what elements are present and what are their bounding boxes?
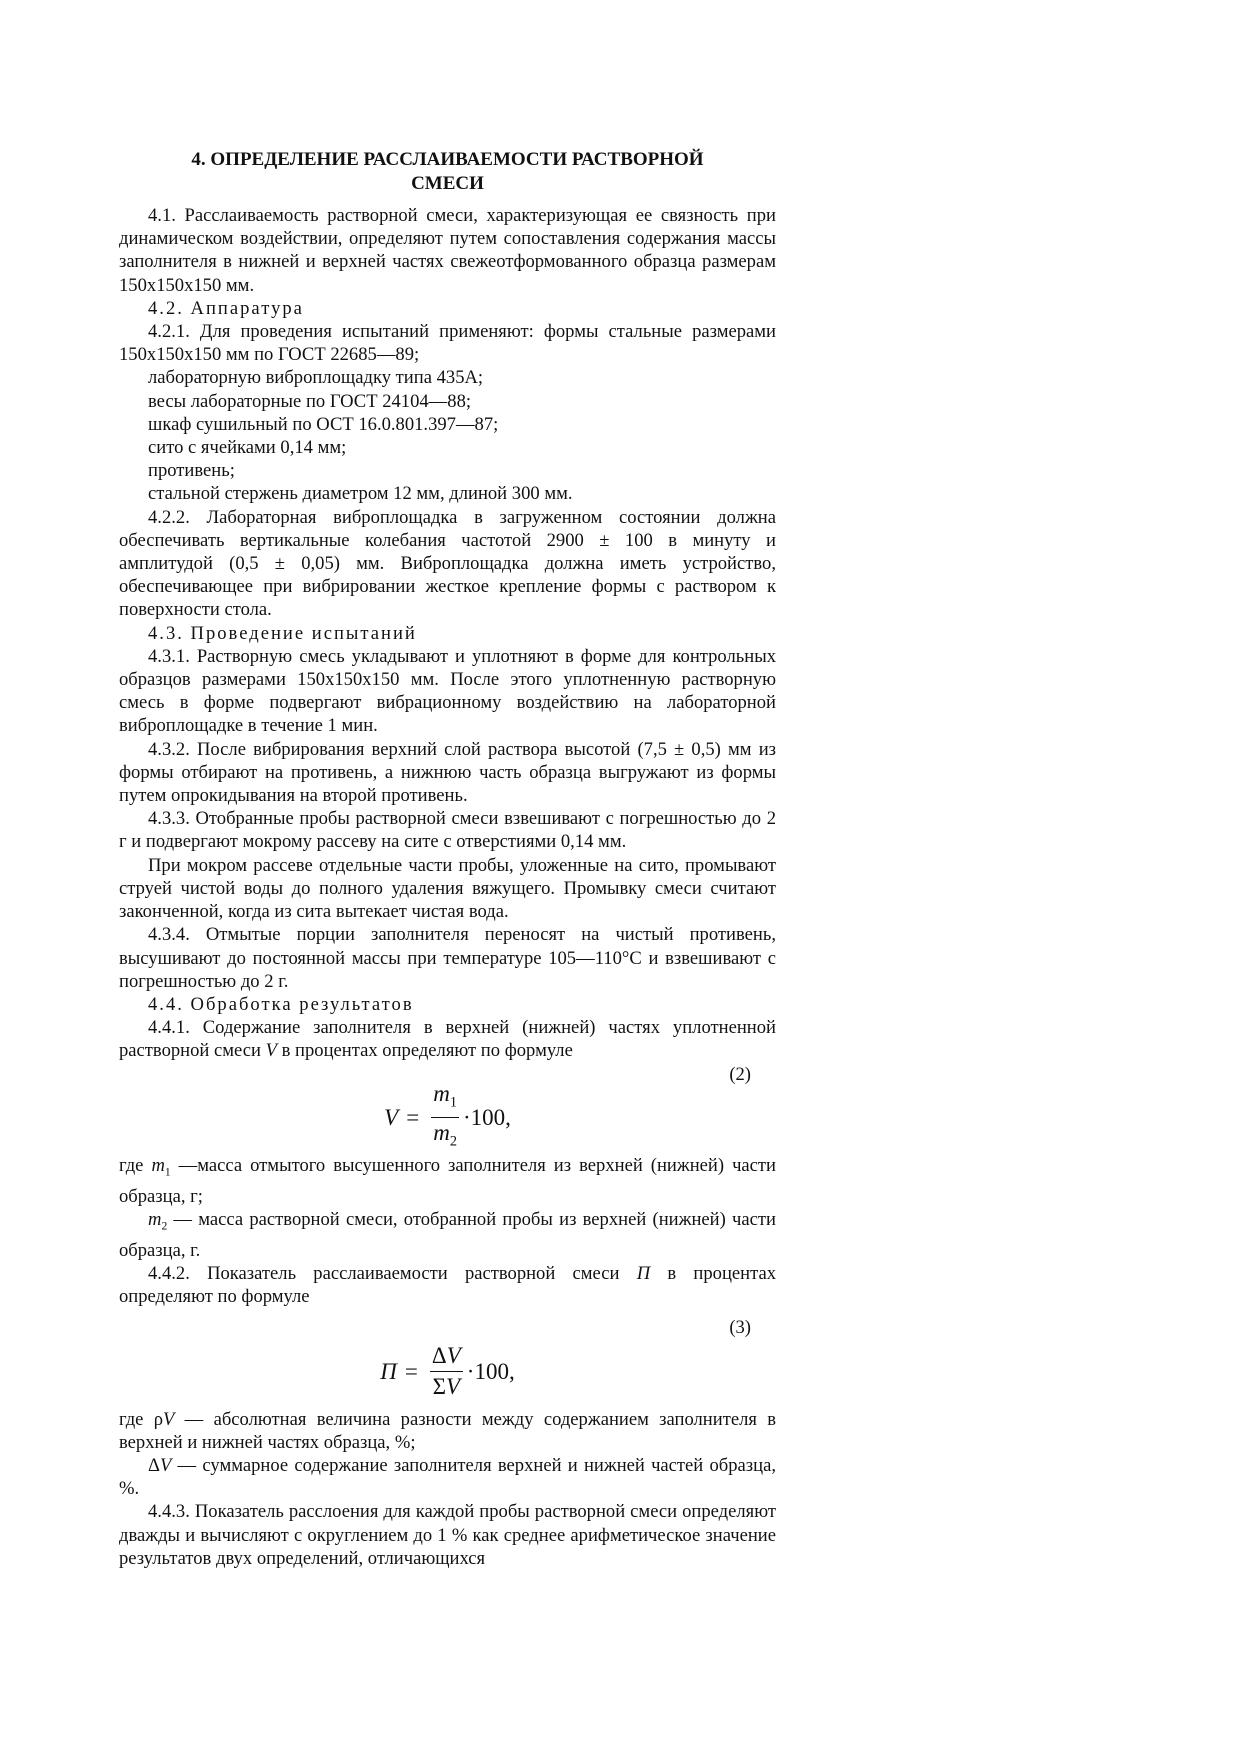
subscript: 2 [161, 1220, 168, 1233]
text-run: — абсолютная величина разности между содержанием заполнителя в верхней и нижней частях образца, %; [119, 1408, 776, 1453]
text-run: 4.4.1. Содержание заполнителя в верхней (нижней) частях уплотненной растворной смеси [119, 1017, 776, 1062]
where-m2 [119, 1208, 776, 1262]
multiply-sign: · [466, 1358, 475, 1384]
equation-number-3: (3) [729, 1317, 751, 1339]
subscript: 2 [449, 1133, 457, 1150]
variable: V [159, 1454, 172, 1476]
text-run: в процентах определяют по формуле [276, 1040, 573, 1062]
apparatus-item: сито с ячейками 0,14 мм; [148, 437, 347, 459]
paragraph-4-3-4: 4.3.4. Отмытые порции заполнителя переносят на чистый противень, высушивают до постоянной массы при температуре 105—110°С и взвешивают с погрешностью до 2 г. [119, 924, 776, 992]
text-run: — суммарное содержание заполнителя верхней и нижней частей образца, %. [119, 1454, 776, 1500]
equals-sign: = [406, 1105, 420, 1131]
variable: m [433, 1080, 450, 1106]
formula-lhs: П [380, 1358, 397, 1384]
multiply-sign: · [462, 1105, 471, 1131]
apparatus-item: весы лабораторные по ГОСТ 24104—88; [148, 390, 472, 412]
section-title [119, 148, 776, 196]
formula-2 [119, 1080, 776, 1150]
text-run: —масса отмытого высушенного заполнителя из верхней (нижней) части образца, г; [119, 1154, 777, 1207]
page-content [119, 148, 776, 1570]
subheading-4-3: 4.3. Проведение испытаний [148, 622, 417, 644]
paragraph-4-4-1 [119, 1016, 776, 1062]
paragraph-4-4-3: 4.4.3. Показатель расслоения для каждой пробы растворной смеси определяют дважды и вычисляют с округлением до 1 % как среднее арифметическое значение результатов двух определений, отличающихся [119, 1501, 776, 1569]
subheading-4-4: 4.4. Обработка результатов [148, 993, 414, 1015]
apparatus-item: стальной стержень диаметром 12 мм, длиной 300 мм. [148, 483, 573, 505]
subscript: 1 [449, 1094, 457, 1111]
text-run: Δ [148, 1454, 160, 1476]
apparatus-item: лабораторную виброплощадку типа 435А; [148, 367, 484, 389]
fraction [431, 1081, 459, 1155]
fraction [430, 1343, 463, 1400]
equals-sign: = [404, 1358, 418, 1384]
text-run: — масса растворной смеси, отобранной пробы из верхней (нижней) части образца, г. [119, 1208, 776, 1261]
subscript: 1 [164, 1166, 171, 1179]
paragraph-4-3-2: 4.3.2. После вибрирования верхний слой раствора высотой (7,5 ± 0,5) мм из формы отбирают на противень, а нижнюю часть образца выгружают из формы путем опрокидывания на второй противень. [119, 738, 776, 807]
fraction-numerator [431, 1081, 459, 1119]
section-title-line1: 4. ОПРЕДЕЛЕНИЕ РАССЛАИВАЕМОСТИ РАСТВОРНОЙ [191, 149, 704, 170]
paragraph-wet-sieving: При мокром рассеве отдельные части пробы, уложенные на сито, промывают струей чистой воды до полного удаления вяжущего. Промывку смеси считают законченной, когда из сита вытекает чистая вода. [119, 854, 776, 923]
subheading-4-2: 4.2. Аппаратура [148, 297, 304, 319]
where-delta-v [119, 1408, 776, 1454]
variable: V [163, 1408, 175, 1430]
apparatus-item: шкаф сушильный по ОСТ 16.0.801.397—87; [148, 413, 499, 435]
text-run: где ρ [119, 1408, 163, 1430]
section-title-line2: СМЕСИ [411, 173, 484, 194]
variable: V [446, 1374, 461, 1400]
paragraph-4-1: 4.1. Расслаиваемость растворной смеси, характеризующая ее связность при динамическом воздействии, определяют путем сопоставления содержания массы заполнителя в нижней и верхней частях свежеотформованного образца размерам 150x150x150 мм. [119, 205, 776, 296]
text-run: 4.4.2. Показатель расслаиваемости растворной смеси [148, 1262, 637, 1284]
paragraph-4-2-2: 4.2.2. Лабораторная виброплощадка в загруженном состоянии должна обеспечивать вертикальные колебания частотой 2900 ± 100 в минуту и амплитудой (0,5 ± 0,05) мм. Виброплощадка должна иметь устройство, обеспечивающее при вибрировании жесткое крепление формы с раствором к поверхности стола. [119, 506, 776, 621]
variable: V [265, 1040, 277, 1062]
variable: m [148, 1208, 162, 1230]
where-m1 [119, 1154, 776, 1208]
apparatus-item: противень; [148, 460, 235, 482]
paragraph-4-3-1: 4.3.1. Растворную смесь укладывают и уплотняют в форме для контрольных образцов размерами 150x150x150 мм. После этого уплотненную растворную смесь в форме подвергают вибрационному воздействию на лабораторной виброплощадке в течение 1 мин. [119, 645, 776, 737]
formula-lhs: V [384, 1105, 399, 1131]
text-run: где [119, 1154, 152, 1176]
text-run: в процентах определяют по формуле [119, 1262, 776, 1308]
fraction-numerator [430, 1343, 463, 1372]
delta-symbol: Δ [431, 1343, 447, 1369]
paragraph-4-3-3: 4.3.3. Отобранные пробы растворной смеси взвешивают с погрешностью до 2 г и подвергают мокрому рассеву на сите с отверстиями 0,14 мм. [119, 808, 776, 853]
variable: П [636, 1262, 651, 1284]
paragraph-4-2-1: 4.2.1. Для проведения испытаний применяют: формы стальные размерами 150x150x150 мм по ГОСТ 22685—89; [119, 321, 776, 366]
variable: V [446, 1343, 461, 1369]
fraction-denominator [431, 1372, 462, 1400]
variable: m [151, 1154, 165, 1176]
sigma-symbol: Σ [432, 1374, 446, 1400]
equation-number-2: (2) [729, 1063, 751, 1085]
where-sum-v [119, 1454, 776, 1500]
variable: m [433, 1120, 450, 1146]
paragraph-4-4-2 [119, 1262, 776, 1308]
formula-3 [119, 1340, 776, 1404]
formula-factor: 100, [470, 1105, 511, 1131]
formula-factor: 100, [474, 1358, 515, 1384]
fraction-denominator [431, 1118, 459, 1155]
